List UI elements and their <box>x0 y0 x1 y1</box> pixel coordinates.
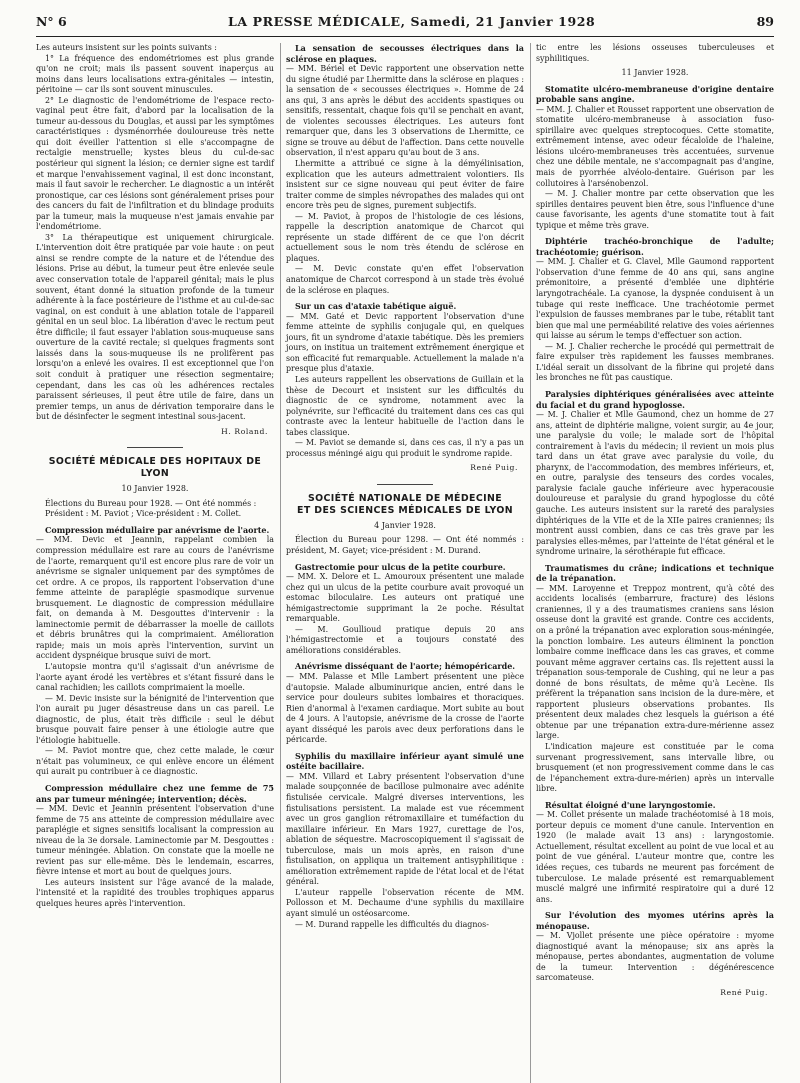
paragraph: — MM. X. Delore et L. Amouroux présentent une malade chez qui un ulcus de la petite courbure avait provoqué un estomac biloculaire. Les auteurs ont pratiqué une hémigastrectomie supprimant la 2e poche. Résultat remarquable. <box>286 572 524 624</box>
paragraph: — M. Paviot, à propos de l'histologie de ces lésions, rappelle la description anatomique de Charcot qui représente un stade différent de ce que l'on décrit actuellement sous le nom très étendu de sclérose en plaques. <box>286 211 524 263</box>
communication-title: Résultat éloigné d'une laryngostomie. <box>545 799 716 810</box>
paragraph: — M. Durand rappelle les difficultés du diagnos- <box>295 919 489 929</box>
paragraph: — M. Vjollet présente une pièce opératoire : myome diagnostiqué avant la ménopause; six ans après la ménopause, pertes abondantes, augmentation de volume de la tumeur. Intervention : dégénérescence sarcomateuse. <box>536 931 774 983</box>
paragraph: — MM. Villard et Labry présentent l'observation d'une malade soupçonnée de bacillose pulmonaire avec adénite fistulisée cervicale. Malgré diverses interventions, les fistulisations persistent. La malade est vue récemment avec un gros ganglion rétromaxillaire et tuméfaction du maxillaire inférieur. En Mars 1927, curettage de l'os, ablation de séquestre. Macroscopiquement il s'agissait de tuberculose, mais un mois après, en raison d'une fistulisation, on appliqua un traitement antisyphilitique : amélioration extrêmement rapide de l'état local et de l'état général. <box>286 771 524 887</box>
paragraph: Lhermitte a attribué ce signe à la démyélinisation, explication que les auteurs admettraient volontiers. Ils insistent sur ce signe nouveau qui peut éviter de faire traiter comme de simples névropathes des malades qui ont encore très peu de signes, purement subjectifs. <box>286 159 524 211</box>
paragraph: L'indication majeure est constituée par le coma survenant progressivement, sans intervalle libre, ou brusquement (et non progressivement comme dans le cas de l'épanchement extra-dure-mérien) après un intervalle libre. <box>536 742 774 794</box>
communication-title: Compression médullaire par anévrisme de l'aorte. <box>45 524 270 535</box>
communication-title: Traumatismes du crâne; indications et technique de la trépanation. <box>536 562 774 584</box>
header-rule <box>36 36 774 37</box>
communication-title: Stomatite ulcéro-membraneuse d'origine dentaire probable sans angine. <box>536 83 774 105</box>
paragraph: Élection du Bureau pour 1298. — Ont été nommés : président, M. Gayet; vice-président : M. Durand. <box>286 535 524 555</box>
paragraph: — MM. Devic et Jeannin présentent l'observation d'une femme de 75 ans atteinte de compression médullaire avec paraplégie et signes sensitifs localisant la compression au niveau de la 3e dorsale. Laminectomie par M. Desgouttes : tumeur méningée. Ablation. On constate que la moelle ne revient pas sur elle-même. Dès le lendemain, escarres, fièvre intense et mort au bout de quelques jours. <box>36 804 274 877</box>
page-number: 89 <box>756 14 774 29</box>
paragraph: — M. J. Chalier montre par cette observation que les spirilles dentaires peuvent bien être, sous l'influence d'une cause favorisante, les agents d'une stomatite tout à fait typique et même très grave. <box>536 189 774 230</box>
paragraph: — MM. Bériel et Devic rapportent une observation nette du signe étudié par Lhermitte dans la sclérose en plaques : la sensation de « secousses électriques ». Homme de 24 ans qui, 3 ans après le début des accidents spastiques ou sensitifs, ressentait, chaque fois qu'il se penchait en avant, de violentes secousses électriques. Les auteurs font remarquer que, dans les 3 observations de Lhermitte, ce signe se trouve au début de l'affection. Dans cette nouvelle observation, il n'est apparu qu'au bout de 3 ans. <box>286 64 524 158</box>
paragraph: — MM. Laroyenne et Treppoz montrent, qu'à côté des accidents localisés (embarrure, fracture) des lésions craniennes, il y a des traumatismes craniens sans lésion osseuse dont la gravité est grande. Contre ces accidents, on a prôné la trépanation avec exploration sous-méningée, la ponction lombaire. Les auteurs éliminent la ponction lombaire comme inefficace dans les cas graves, et comme pouvant même aggraver certains cas. Ils rejettent aussi la trépanation sous-temporale de Cushing, qui ne leur a pas donné de bons résultats, de même qu'à Lecène. Ils préfèrent la trépanation sans incision de la dure-mère, et rapportent plusieurs observations probantes. Ils présentent deux malades chez lesquels la guérison a été obtenue par une trépanation extra-dure-mérienne assez large. <box>536 583 774 741</box>
society-heading: ET DES SCIENCES MÉDICALES DE LYON <box>297 504 513 516</box>
paragraph: — MM. Palasse et Mlle Lambert présentent une pièce d'autopsie. Malade albuminurique ancien, entré dans le service pour douleurs subites lombaires et thoraciques. Rien d'anormal à l'examen cardiaque. Mort subite au bout de 4 jours. A l'autopsie, anévrisme de la crosse de l'aorte ayant disséqué les parois avec deux perforations dans le péricarde. <box>286 671 524 745</box>
author-signature: René Puig. <box>470 463 518 473</box>
paragraph: — MM. Gaté et Devic rapportent l'observation d'une femme atteinte de syphilis conjugale qui, en quelques jours, fit un syndrome d'ataxie tabétique. Dès les premiers jours, on institua un traitement extrêmement énergique et son efficacité fut remarquable. Actuellement la malade n'a presque plus d'ataxie. <box>286 311 524 374</box>
society-heading: SOCIÉTÉ NATIONALE DE MÉDECINE <box>307 492 503 504</box>
author-signature: René Puig. <box>720 988 768 998</box>
communication-title: Syphilis du maxillaire inférieur ayant simulé une ostéite bacillaire. <box>286 750 524 772</box>
paragraph: Président : M. Paviot ; Vice-président : M. Collet. <box>45 509 242 519</box>
paragraph: — MM. J. Chalier et G. Clavel, Mlle Gaumond rapportent l'observation d'une femme de 40 ans qui, sans angine prémonitoire, a présenté d'emblée une diphtérie laryngotrachéale. La cyanose, la dyspnée conduisent à un tubage qui reste inefficace. Une trachéotomie permet l'expulsion de fausses membranes par le tube, rétablit tant bien que mal une perméabilité relative des voies aériennes qui laisse au sérum le temps d'effectuer son action. <box>536 257 774 341</box>
paragraph: 1° La fréquence des endométriomes est plus grande qu'on ne croit; mais ils passent souvent inaperçus au moins dans leurs localisations extra-génitales — intestin, péritoine — car ils sont souvent minuscules. <box>36 53 274 95</box>
paragraph: — M. Collet présente un malade trachéotomisé à 18 mois, porteur depuis ce moment d'une canule. Intervention en 1920 (le malade avait 13 ans) : laryngostomie. Actuellement, résultat excellent au point de vue local et au point de vue général. L'auteur montre que, contre les idées reçues, ces tubards ne meurent pas forcément de tuberculose. Le malade présenté est remarquablement musclé malgré une infirmité respiratoire qui a duré 12 ans. <box>536 810 774 904</box>
session-date: 11 Janvier 1928. <box>621 68 689 78</box>
communication-title: Sur l'évolution des myomes utérins après la ménopause. <box>536 910 774 931</box>
section-separator <box>377 484 433 485</box>
communication-title: Compression médullaire chez une femme de 75 ans par tumeur méningée; intervention; décès. <box>36 783 274 804</box>
paragraph: 2° Le diagnostic de l'endométriome de l'espace recto-vaginal peut être fait, d'abord par la localisation de la tumeur au-dessous du Douglas, et aussi par les symptômes caractéristiques : dysménorrhée douloureuse très nette qui doit éveiller l'attention si elle s'accompagne de rectalgie menstruelle; kystes bleus du cul-de-sac postérieur qui signent la lésion; ce dernier signe est tardif et marque l'envahissement vaginal, il est donc inconstant, mais il faut savoir le rechercher. Le diagnostic a un intérêt pronostique, car ces lésions sont généralement prises pour des cancers du fait de l'infiltration et du blindage produits par la tumeur, mais la muqueuse n'est jamais envahie par l'endométriome. <box>36 95 274 232</box>
communication-title: Sur un cas d'ataxie tabétique aiguë. <box>295 301 457 312</box>
paragraph: Les auteurs insistent sur l'âge avancé de la malade, l'intensité et la rapidité des troubles trophiques apparus quelques heures après l'intervention. <box>36 877 274 909</box>
paragraph: L'auteur rappelle l'observation récente de MM. Pollosson et M. Dechaume d'une syphilis du maxillaire ayant simulé un ostéosarcome. <box>286 887 524 919</box>
section-separator <box>127 447 183 448</box>
paragraph: — M. Devic constate qu'en effet l'observation anatomique de Charcot correspond à un stade très évolué de la sclérose en plaques. <box>286 264 524 295</box>
paragraph: Élections du Bureau pour 1928. — Ont été nommés : <box>45 498 257 508</box>
author-signature: H. Roland. <box>221 426 268 436</box>
paragraph: Les auteurs rappellent les observations de Guillain et la thèse de Decourt et insistent sur les difficultés du diagnostic de ce syndrome, notamment avec la polynévrite, sur l'efficacité du traitement dans ces cas qui contraste avec la lenteur habituelle de l'action dans le tabes classique. <box>286 374 524 437</box>
paragraph: tic entre les lésions osseuses tuberculeuses et syphilitiques. <box>536 43 774 63</box>
paragraph: — M. Devic insiste sur la bénignité de l'intervention que l'on aurait pu juger désastreuse dans un cas pareil. Le diagnostic, de plus, était très difficile : seul le début brusque pouvait faire penser à une étiologie autre que l'étiologie habituelle. <box>36 693 274 745</box>
society-heading: SOCIÉTÉ MÉDICALE DES HOPITAUX DE LYON <box>48 456 262 480</box>
communication-title: Diphtérie trachéo-bronchique de l'adulte; trachéotomie; guérison. <box>536 236 774 257</box>
communication-title: Gastrectomie pour ulcus de la petite courbure. <box>295 561 506 572</box>
paragraph: — M. Paviot se demande si, dans ces cas, il n'y a pas un processus méningé aigu qui produit le syndrome rapide. <box>286 438 524 458</box>
article-columns <box>36 43 774 1001</box>
paragraph: 3° La thérapeutique est uniquement chirurgicale. L'intervention doit être pratiquée par voie haute : on peut ainsi se rendre compte de la nature et de l'étendue des lésions. Prise au début, la tumeur peut être enlevée seule avec conservation totale de l'appareil génital; mais le plus souvent, étant donné la situation profonde de la tumeur adhérente à la face postérieure de l'isthme et au cul-de-sac vaginal, on est conduit à une ablation totale de l'appareil génital en un seul bloc. La libération d'avec le rectum peut être difficile; il faut essayer l'ablation sous-muqueuse sans ouverture de la cavité rectale; si quelques fragments sont laissés dans la sous-muqueuse ils ne prolifèrent pas lorsqu'on a enlevé les ovaires. Il est exceptionnel que l'on soit conduit à pratiquer une résection segmentaire; cependant, dans les cas où les adhérences rectales paraissent sérieuses, il peut être utile de faire, dans un premier temps, un anus de dérivation temporaire dans le but de désinfecter le segment intestinal sous-jacent. <box>36 232 274 422</box>
paragraph: — MM. J. Chalier et Rousset rapportent une observation de stomatite ulcéro-membraneuse à association fuso-spirillaire avec quelques streptocoques. Cette stomatite, extrêmement intense, avec odeur fécaloïde de l'haleine, lésions ulcéro-membraneuses très accentuées, survenue chez une débile mentale, ne s'accompagnait pas d'angine, mais de pyorrhée alvéolo-dentaire. Guérison par les collutoires à l'arsénobenzol. <box>536 104 774 188</box>
issue-number: N° 6 <box>36 14 67 29</box>
communication-title: Anévrisme disséquant de l'aorte; hémopéricarde. <box>295 661 516 672</box>
paragraph: L'autopsie montra qu'il s'agissait d'un anévrisme de l'aorte ayant érodé les vertèbres et s'étant fissuré dans le canal rachidien; les caillots comprimaient la moelle. <box>36 661 274 693</box>
session-date: 4 Janvier 1928. <box>374 520 436 530</box>
communication-title: La sensation de secousses électriques dans la sclérose en plaques. <box>286 43 524 64</box>
column-2 <box>286 43 524 1001</box>
communication-title: Paralysies diphtériques généralisées avec atteinte du facial et du grand hypoglosse. <box>536 388 774 410</box>
journal-title: LA PRESSE MÉDICALE, Samedi, 21 Janvier 1928 <box>227 14 596 29</box>
paragraph: — M. J. Chalier recherche le procédé qui permettrait de faire expulser très rapidement les fausses membranes. L'idéal serait un dissolvant de la fibrine qui projeté dans les bronches ne fût pas caustique. <box>536 341 774 383</box>
paragraph: — M. Goullioud pratique depuis 20 ans l'hémigastrectomie et a toujours constaté des améliorations considérables. <box>286 624 524 655</box>
paragraph: — MM. Devic et Jeannin, rappelant combien la compression médullaire est rare au cours de l'anévrisme de l'aorte, remarquent qu'il est encore plus rare de voir un anévrisme se signaler uniquement par des symptômes de cet ordre. A ce propos, ils rapportent l'observation d'une femme atteinte de paraplégie spasmodique survenue brusquement. Le diagnostic de compression médullaire fait, on demanda à M. Desgouttes d'intervenir : la laminectomie permit de débarrasser la moelle de caillots et débris brunâtres qui la comprimaient. Amélioration rapide; mais un mois après l'intervention, survint un accident dyspnéique brusque suivi de mort. <box>36 535 274 661</box>
paragraph: Les auteurs insistent sur les points suivants : <box>36 43 217 52</box>
column-3 <box>536 43 774 1001</box>
paragraph: — M. Paviot montre que, chez cette malade, le cœur n'était pas volumineux, ce qui enlève encore un élément qui aurait pu contribuer à ce diagnostic. <box>36 746 274 777</box>
session-date: 10 Janvier 1928. <box>121 484 189 494</box>
running-head <box>36 14 774 32</box>
paragraph: — M. J. Chalier et Mlle Gaumond, chez un homme de 27 ans, atteint de diphtérie maligne, voient surgir, au 4e jour, une paralysie du voile; le malade sort de l'hôpital contrairement à l'avis du médecin; il revient un mois plus tard dans un état grave avec paralysie du voile, du pharynx, de l'accommodation, des membres inférieurs, et, en outre, paralysie des tenseurs des cordes vocales, paralysie faciale gauche inférieure avec hyperacousie douloureuse et paralysie du grand hypoglosse du côté gauche. Les auteurs insistent sur la rareté des paralysies diphtériques de la VIIe et de la XIIe paires craniennes; ils montrent aussi combien, dans ce cas très grave par les paralysies elles-mêmes, par l'atteinte de l'état général et le syndrome urinaire, la sérothérapie fut efficace. <box>536 410 774 557</box>
column-1 <box>36 43 274 1001</box>
